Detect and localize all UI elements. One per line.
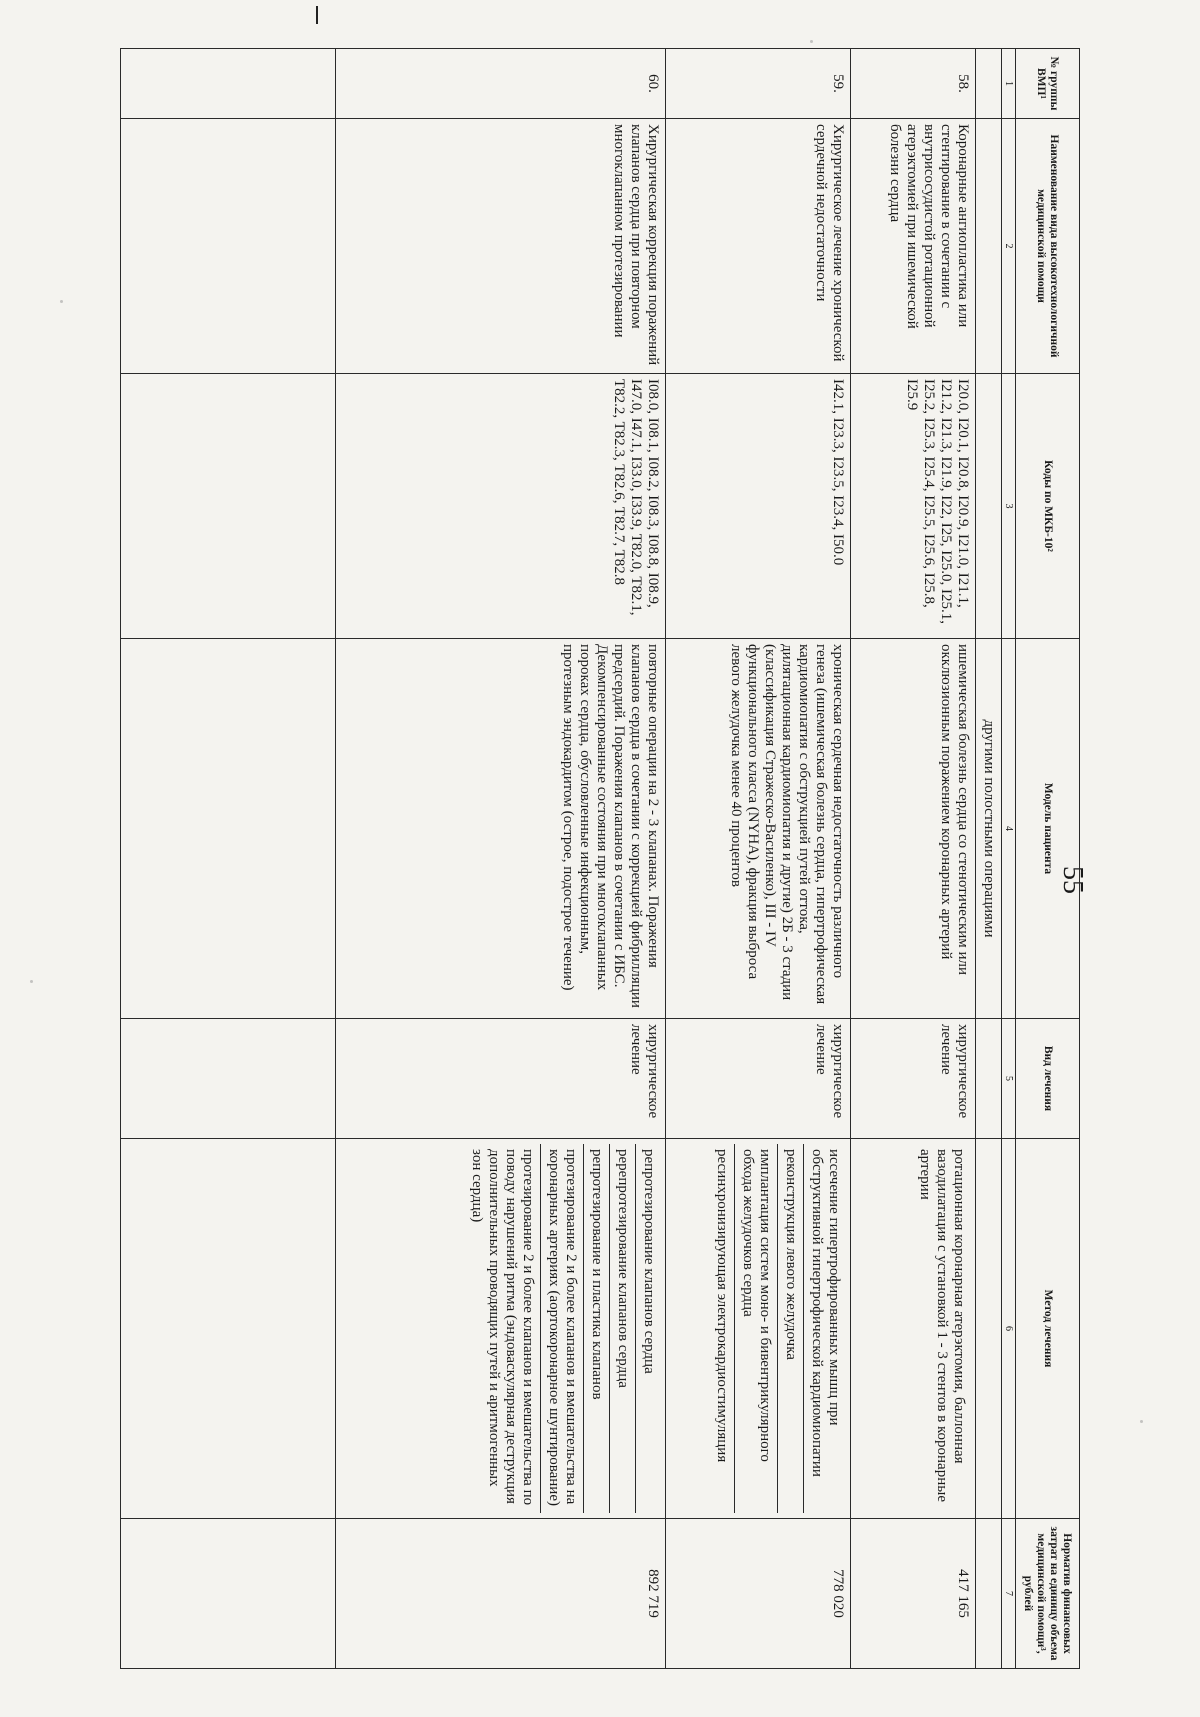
scan-speck	[60, 300, 63, 303]
continuation-row	[976, 49, 1002, 1669]
row-treatment-type: хирургическое лечение	[336, 1019, 666, 1139]
method-item: ререпротезирование клапанов сердца	[609, 1144, 635, 1513]
row-methods	[666, 1139, 851, 1519]
row-number: 59.	[666, 49, 851, 119]
row-name: Хирургическая коррекция поражений клапанов сердца при повторном многоклапанном протезировании	[336, 119, 666, 374]
row-treatment-type: хирургическое лечение	[666, 1019, 851, 1139]
table-row	[666, 49, 851, 1669]
column-number: 2	[1002, 119, 1016, 374]
column-number: 7	[1002, 1519, 1016, 1669]
row-number: 60.	[336, 49, 666, 119]
continuation-text: другими полостными операциями	[976, 639, 1002, 1019]
method-item: реконструкция левого желудочка	[777, 1144, 803, 1513]
table-row	[336, 49, 666, 1669]
column-number: 4	[1002, 639, 1016, 1019]
vmp-table	[120, 48, 1080, 1669]
column-number: 5	[1002, 1019, 1016, 1139]
column-number: 3	[1002, 374, 1016, 639]
header-treatment-type: Вид лечения	[1016, 1019, 1080, 1139]
row-codes: I42.1, I23.3, I23.5, I23.4, I50.0	[666, 374, 851, 639]
row-codes: I20.0, I20.1, I20.8, I20.9, I21.0, I21.1, I21.2, I21.3, I21.9, I22, I25, I25.0, I25.1, I25.2, I25.3, I25.4, I25.5, I25.6, I25.8, I25.9	[851, 374, 976, 639]
row-patient-model: ишемическая болезнь сердца со стенотическим или окклюзионным поражением коронарных артерий	[851, 639, 976, 1019]
row-methods	[851, 1139, 976, 1519]
row-methods	[336, 1139, 666, 1519]
row-patient-model: хроническая сердечная недостаточность различного генеза (ишемическая болезнь сердца, гипертрофическая кардиомиопатия с обструкцией путей оттока, дилятационная кардиомиопатия и другие) 2Б - 3 стадии (классификация Стражеско-Василенко), III - IV функционального класса (NYHA), фракция выброса левого желудочка менее 40 процентов	[666, 639, 851, 1019]
page-number: 55	[1057, 866, 1088, 894]
row-norm: 417 165	[851, 1519, 976, 1669]
method-item: имплантация систем моно- и бивентрикулярного обхода желудочков сердца	[734, 1144, 777, 1513]
header-patient-model: Модель пациента	[1016, 639, 1080, 1019]
header-norm: Норматив финансовых затрат на единицу объема медицинской помощи³, рублей	[1016, 1519, 1080, 1669]
row-name: Хирургическое лечение хронической сердечной недостаточности	[666, 119, 851, 374]
method-item: иссечение гипертрофированных мышц при обструктивной гипертрофической кардиомиопатии	[803, 1144, 846, 1513]
method-item: репротезирование клапанов сердца	[635, 1144, 661, 1513]
empty-row	[121, 49, 336, 1669]
header-row	[1016, 49, 1080, 1669]
row-patient-model: повторные операции на 2 - 3 клапанах. Поражения клапанов сердца в сочетании с коррекцией фибрилляции предсердий. Поражения клапанов в сочетании с ИБС. Декомпенсированные состояния при многоклапанных пороках сердца, обусловленные инфекционным, протезным эндокардитом (острое, подострое течение)	[336, 639, 666, 1019]
method-item: репротезирование и пластика клапанов	[583, 1144, 609, 1513]
header-name: Наименование вида высокотехнологичной медицинской помощи	[1016, 119, 1080, 374]
table-row	[851, 49, 976, 1669]
column-number: 1	[1002, 49, 1016, 119]
header-treatment-method: Метод лечения	[1016, 1139, 1080, 1519]
row-number: 58.	[851, 49, 976, 119]
column-number-row	[1002, 49, 1016, 1669]
header-group-no: № группы ВМП¹	[1016, 49, 1080, 119]
column-number: 6	[1002, 1139, 1016, 1519]
method-item: протезирование 2 и более клапанов и вмешательства по поводу нарушений ритма (эндоваскулярная деструкция дополнительных проводящих путей и аритмогенных зон сердца)	[469, 1149, 536, 1506]
rotated-table-wrapper	[120, 48, 1080, 1668]
margin-tick-mark	[316, 6, 318, 24]
scan-speck	[1140, 1420, 1143, 1423]
row-name: Коронарные ангиопластика или стентирование в сочетании с внутрисосудистой ротационной атерэктомией при ишемической болезни сердца	[851, 119, 976, 374]
header-codes: Коды по МКБ-10²	[1016, 374, 1080, 639]
scan-speck	[810, 40, 813, 43]
method-item: ресинхронизирующая электрокардиостимуляция	[714, 1149, 730, 1463]
scan-speck	[30, 980, 33, 983]
method-item: протезирование 2 и более клапанов и вмешательства на коронарных артериях (аортокоронарное шунтирование)	[540, 1144, 583, 1513]
method-item: ротационная коронарная атерэктомия, баллонная вазодилатация с установкой 1 - 3 стентов в коронарные артерии	[917, 1149, 967, 1502]
row-codes: I08.0, I08.1, I08.2, I08.3, I08.8, I08.9, I47.0, I47.1, I33.0, I33.9, T82.0, T82.1, T82.2, T82.3, T82.6, T82.7, T82.8	[336, 374, 666, 639]
row-norm: 892 719	[336, 1519, 666, 1669]
row-norm: 778 020	[666, 1519, 851, 1669]
row-treatment-type: хирургическое лечение	[851, 1019, 976, 1139]
